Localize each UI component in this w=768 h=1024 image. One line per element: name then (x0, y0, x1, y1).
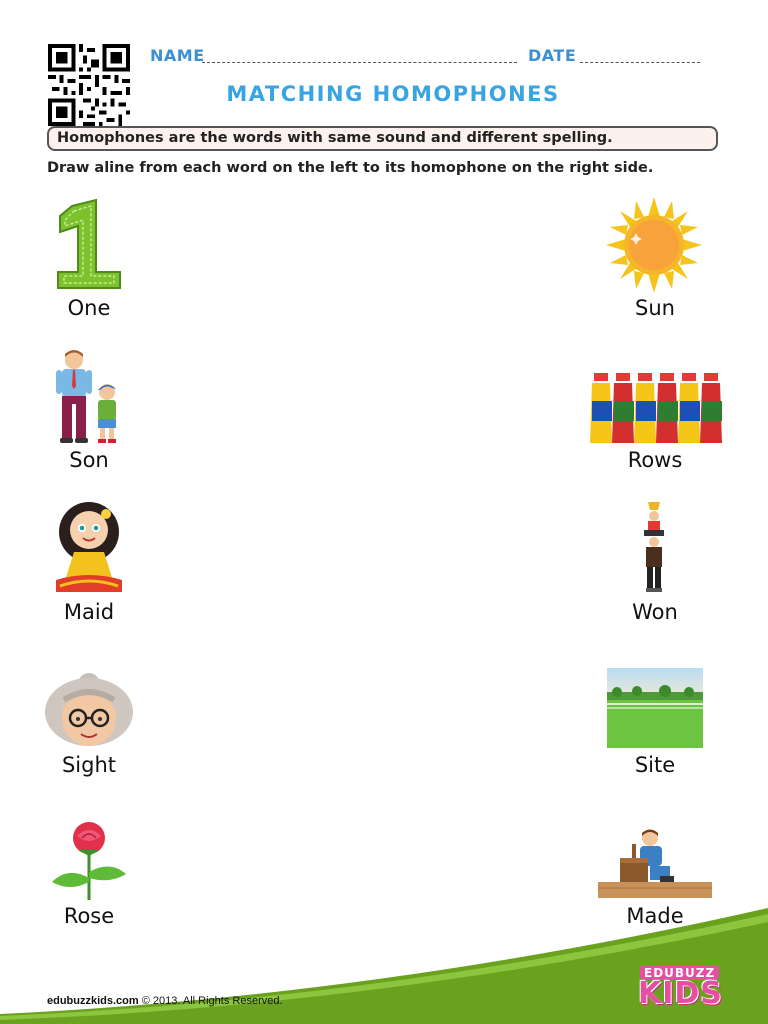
grandma-with-glasses-icon (44, 670, 134, 750)
date-label: DATE (528, 46, 577, 65)
name-field[interactable] (202, 62, 517, 63)
word-sun: Sun (635, 296, 675, 320)
instruction-text: Draw aline from each word on the left to its homophone on the right side. (47, 160, 654, 176)
word-won: Won (632, 600, 678, 624)
word-maid: Maid (63, 600, 115, 624)
word-rose: Rose (63, 904, 115, 928)
carpenter-making-box-icon (598, 828, 712, 900)
number-one-icon (52, 198, 126, 292)
name-label: NAME (150, 46, 205, 65)
footer-copyright (47, 995, 283, 1007)
word-one: One (67, 296, 111, 320)
definition-text: Homophones are the words with same sound and different spelling. (57, 130, 613, 146)
date-field[interactable] (580, 62, 700, 63)
word-rows: Rows (627, 448, 683, 472)
bottles-in-a-row-icon (590, 373, 722, 445)
father-and-son-icon (52, 348, 124, 446)
logo-kids: KIDS (638, 976, 723, 1011)
word-sight: Sight (61, 753, 117, 777)
logo-edubuzz: EDUBUZZ (640, 966, 719, 980)
sun-icon (606, 197, 702, 293)
word-made: Made (626, 904, 684, 928)
word-site: Site (634, 753, 676, 777)
winner-on-shoulders-icon (636, 502, 672, 594)
footer-copyright-text: © 2013. All Rights Reserved. (141, 995, 283, 1007)
page-title: MATCHING HOMOPHONES (226, 82, 560, 106)
footer-site-link[interactable]: edubuzzkids.com (47, 995, 139, 1007)
maid-girl-icon (52, 500, 126, 596)
red-rose-icon (50, 820, 128, 902)
word-son: Son (69, 448, 109, 472)
grass-field-site-icon (607, 668, 703, 748)
